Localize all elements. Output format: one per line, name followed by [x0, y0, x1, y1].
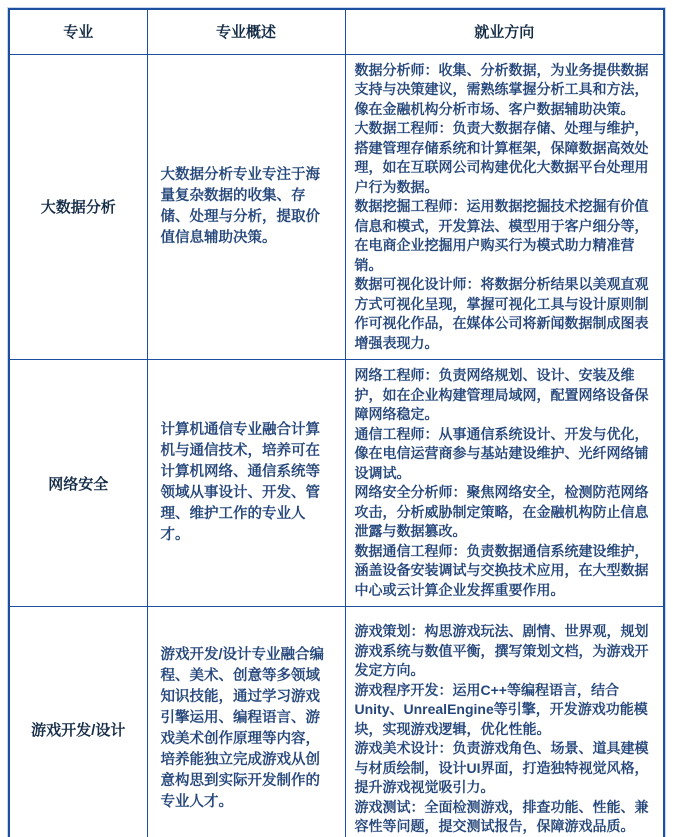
major-name: 大数据分析 — [9, 54, 147, 360]
table-header — [9, 9, 664, 54]
career-item: 数据通信工程师：负责数据通信系统建设维护，涵盖设备安装调试与交换技术应用，在大型数据中心或云计算企业发挥重要作用。 — [354, 542, 649, 598]
major-overview: 计算机通信专业融合计算机与通信技术，培养可在计算机网络、通信系统等领域从事设计、开发、管理、维护工作的专业人才。 — [147, 360, 345, 607]
career-item: 数据挖掘工程师：运用数据挖掘技术挖掘有价值信息和模式，开发算法、模型用于客户细分等，在电商企业挖掘用户购买行为模式助力精准营销。 — [354, 198, 649, 273]
majors-careers-table — [8, 8, 665, 837]
career-item: 游戏测试：全面检测游戏，排查功能、性能、兼容性等问题，提交测试报告，保障游戏品质。 — [354, 798, 649, 834]
career-item: 网络安全分析师：聚焦网络安全，检测防范网络攻击，分析威胁制定策略，在金融机构防止信息泄露与数据篡改。 — [354, 484, 649, 539]
career-directions — [345, 54, 664, 360]
career-directions — [345, 360, 664, 607]
major-name: 网络安全 — [9, 360, 147, 607]
career-item: 大数据工程师：负责大数据存储、处理与维护，搭建管理存储系统和计算框架，保障数据高效处理，如在互联网公司构建优化大数据平台处理用户行为数据。 — [354, 120, 649, 195]
career-item: 游戏策划：构思游戏玩法、剧情、世界观，规划游戏系统与数值平衡，撰写策划文档，为游戏开发定方向。 — [354, 623, 649, 678]
column-header-overview: 专业概述 — [147, 9, 345, 54]
major-overview: 大数据分析专业专注于海量复杂数据的收集、存储、处理与分析，提取价值信息辅助决策。 — [147, 54, 345, 360]
career-item: 数据可视化设计师：将数据分析结果以美观直观方式可视化呈现，掌握可视化工具与设计原则制作可视化作品，在媒体公司将新闻数据制成图表增强表现力。 — [354, 276, 649, 351]
column-header-major: 专业 — [9, 9, 147, 54]
table-row-big-data — [9, 54, 664, 360]
career-item: 游戏程序开发：运用C++等编程语言，结合Unity、UnrealEngine等引擎，开发游戏功能模块，实现游戏逻辑，优化性能。 — [354, 681, 648, 737]
major-overview: 游戏开发/设计专业融合编程、美术、创意等多领域知识技能，通过学习游戏引擎运用、编程语言、游戏美术创作原理等内容，培养能独立完成游戏从创意构思到实际开发制作的专业人才。 — [147, 607, 345, 837]
career-item: 通信工程师：从事通信系统设计、开发与优化，像在电信运营商参与基站建设维护、光纤网络铺设调试。 — [354, 425, 649, 481]
table-row-game-dev — [9, 607, 664, 837]
column-header-careers: 就业方向 — [345, 9, 664, 54]
career-directions — [345, 607, 664, 837]
table-row-network-security — [9, 360, 664, 607]
career-item: 游戏美术设计：负责游戏角色、场景、道具建模与材质绘制，设计UI界面，打造独特视觉风格，提升游戏视觉吸引力。 — [354, 740, 649, 795]
major-name: 游戏开发/设计 — [9, 607, 147, 837]
career-item: 数据分析师：收集、分析数据，为业务提供数据支持与决策建议，需熟练掌握分析工具和方法，像在金融机构分析市场、客户数据辅助决策。 — [354, 61, 649, 117]
career-item: 网络工程师：负责网络规划、设计、安装及维护，如在企业构建管理局域网，配置网络设备保障网络稳定。 — [354, 367, 649, 422]
